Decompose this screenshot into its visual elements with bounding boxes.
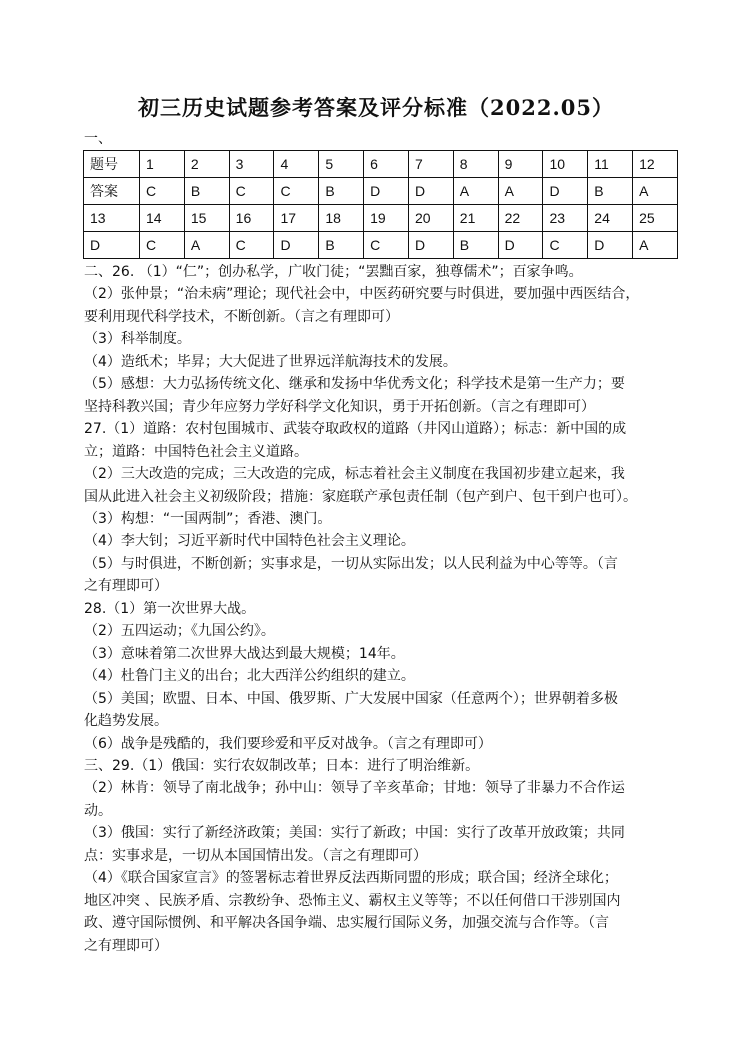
table-cell: 17 [274, 205, 319, 232]
answer-line: （4）《联合国家宣言》的签署标志着世界反法西斯同盟的形成；联合国；经济全球化； [84, 870, 618, 887]
answer-line: 之有理即可） [84, 937, 168, 954]
answer-text-block [84, 261, 680, 957]
table-cell: C [140, 178, 185, 205]
answer-line: 二、26. （1）“仁”；创办私学，广收门徒；“罢黜百家，独尊儒术”；百家争鸣。 [84, 264, 583, 280]
table-cell: 答案 [84, 178, 140, 205]
section-one-label: 一、 [84, 131, 112, 147]
table-cell: B [319, 232, 364, 259]
answer-line: （4）李大钊；习近平新时代中国特色社会主义理论。 [84, 533, 415, 550]
table-cell: D [274, 232, 319, 259]
table-cell: 12 [633, 151, 678, 178]
table-row [84, 205, 678, 232]
answer-line: 28.（1）第一次世界大战。 [84, 600, 256, 617]
table-cell: D [588, 232, 633, 259]
table-cell: 8 [453, 151, 498, 178]
answer-line: 之有理即可） [84, 578, 168, 595]
table-row [84, 232, 678, 259]
table-cell: D [364, 178, 409, 205]
answer-line: 27.（1）道路：农村包围城市、武装夺取政权的道路（井冈山道路）；标志：新中国的成 [84, 421, 627, 438]
table-cell: C [229, 232, 274, 259]
answer-line: 要利用现代科学技术，不断创新。（言之有理即可） [84, 308, 399, 325]
table-cell: A [453, 178, 498, 205]
answer-line: （2）五四运动；《九国公约》。 [84, 623, 275, 640]
table-cell: 3 [229, 151, 274, 178]
table-cell: A [184, 232, 229, 259]
answer-line: 国从此进入社会主义初级阶段；措施：家庭联产承包责任制（包产到户、包干到户也可）。 [84, 488, 637, 505]
table-cell: B [453, 232, 498, 259]
table-cell: 9 [498, 151, 543, 178]
answer-line: （2）三大改造的完成；三大改造的完成，标志着社会主义制度在我国初步建立起来，我 [84, 466, 625, 483]
answer-line: （3）构想：“一国两制”；香港、澳门。 [84, 510, 332, 527]
answer-line: 动。 [84, 802, 112, 819]
table-cell: B [588, 178, 633, 205]
answer-line: （3）科举制度。 [84, 331, 191, 348]
answer-line: 政、遵守国际惯例、和平解决各国争端、忠实履行国际义务，加强交流与合作等。（言 [84, 915, 609, 932]
table-cell: 23 [543, 205, 588, 232]
table-cell: D [408, 178, 453, 205]
answer-line: （5）感想：大力弘扬传统文化、继承和发扬中华优秀文化；科学技术是第一生产力；要 [84, 376, 625, 393]
table-cell: 15 [184, 205, 229, 232]
answer-line: （5）与时俱进，不断创新；实事求是，一切从实际出发；以人民利益为中心等等。（言 [84, 555, 618, 572]
table-cell: C [229, 178, 274, 205]
table-cell: 7 [408, 151, 453, 178]
table-cell: 14 [140, 205, 185, 232]
table-cell: 10 [543, 151, 588, 178]
answer-line: （4）杜鲁门主义的出台；北大西洋公约组织的建立。 [84, 668, 415, 685]
table-cell: C [140, 232, 185, 259]
answer-line: （3）俄国：实行了新经济政策；美国：实行了新政；中国：实行了改革开放政策；共同 [84, 825, 625, 842]
table-cell: A [633, 232, 678, 259]
table-row [84, 151, 678, 178]
table-row [84, 178, 678, 205]
answer-line: （6）战争是残酷的，我们要珍爱和平反对战争。（言之有理即可） [84, 735, 492, 752]
table-cell: A [633, 178, 678, 205]
table-cell: 1 [140, 151, 185, 178]
table-cell: D [84, 232, 140, 259]
table-cell: 18 [319, 205, 364, 232]
table-cell: C [274, 178, 319, 205]
answer-line: 立；道路：中国特色社会主义道路。 [84, 443, 308, 460]
table-cell: A [498, 178, 543, 205]
table-cell: 4 [274, 151, 319, 178]
answer-line: 点：实事求是，一切从本国国情出发。（言之有理即可） [84, 847, 427, 864]
table-cell: D [408, 232, 453, 259]
table-cell: 22 [498, 205, 543, 232]
table-cell: 25 [633, 205, 678, 232]
table-cell: D [543, 178, 588, 205]
table-cell: 11 [588, 151, 633, 178]
answer-line: 三、29.（1）俄国：实行农奴制改革；日本：进行了明治维新。 [84, 757, 480, 774]
table-cell: 2 [184, 151, 229, 178]
table-cell: B [184, 178, 229, 205]
answer-line: 坚持科教兴国；青少年应努力学好科学文化知识，勇于开拓创新。（言之有理即可） [84, 398, 595, 415]
table-cell: 21 [453, 205, 498, 232]
answer-key-table [83, 150, 678, 259]
answer-line: （4）造纸术；毕昇；大大促进了世界远洋航海技术的发展。 [84, 353, 457, 370]
table-cell: 5 [319, 151, 364, 178]
table-cell: 19 [364, 205, 409, 232]
table-cell: 20 [408, 205, 453, 232]
table-cell: B [319, 178, 364, 205]
table-cell: 题号 [84, 151, 140, 178]
table-cell: 13 [84, 205, 140, 232]
table-cell: C [364, 232, 409, 259]
document-title: 初三历史试题参考答案及评分标准（2022.05） [138, 95, 614, 120]
table-cell: C [543, 232, 588, 259]
answer-line: （2）林肯：领导了南北战争；孙中山：领导了辛亥革命；甘地：领导了非暴力不合作运 [84, 780, 625, 797]
table-cell: 6 [364, 151, 409, 178]
answer-line: （5）美国；欧盟、日本、中国、俄罗斯、广大发展中国家（任意两个）；世界朝着多极 [84, 690, 618, 707]
table-cell: 16 [229, 205, 274, 232]
answer-line: （3）意味着第二次世界大战达到最大规模；14年。 [84, 645, 405, 662]
table-cell: 24 [588, 205, 633, 232]
answer-line: （2）张仲景；“治未病”理论；现代社会中，中医药研究要与时俱进，要加强中西医结合， [84, 286, 640, 303]
answer-line: 化趋势发展。 [84, 713, 168, 730]
answer-line: 地区冲突 、民族矛盾、宗教纷争、恐怖主义、霸权主义等等；不以任何借口干涉别国内 [84, 892, 621, 909]
table-cell: D [498, 232, 543, 259]
